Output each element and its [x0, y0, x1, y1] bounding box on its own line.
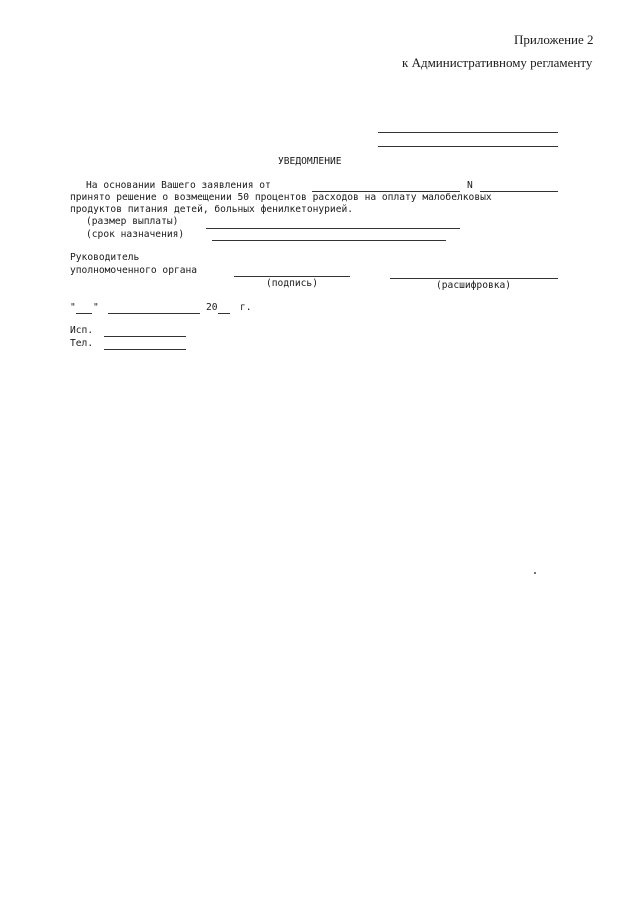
- addressee-line-1: [378, 132, 558, 133]
- signature-caption: (подпись): [266, 278, 318, 289]
- date-month-blank: [108, 313, 200, 314]
- date-day-blank: [76, 313, 92, 314]
- phone-blank: [104, 349, 186, 350]
- decoding-caption: (расшифровка): [436, 280, 512, 291]
- document-title: УВЕДОМЛЕНИЕ: [278, 156, 342, 167]
- body-line-1: На основании Вашего заявления от: [86, 180, 271, 191]
- scan-mark: [534, 572, 536, 574]
- date-close-quote: ": [93, 302, 99, 313]
- addressee-line-2: [378, 146, 558, 147]
- appendix-number: Приложение 2: [514, 32, 594, 47]
- executor-label: Исп.: [70, 325, 94, 336]
- decoding-blank: [390, 278, 558, 279]
- payment-amount-label: (размер выплаты): [86, 216, 179, 227]
- head-title-line-2: уполномоченного органа: [70, 265, 198, 276]
- head-title-line-1: Руководитель: [70, 252, 140, 263]
- signature-blank: [234, 276, 350, 277]
- payment-period-blank: [212, 240, 446, 241]
- payment-amount-blank: [206, 228, 460, 229]
- executor-blank: [104, 336, 186, 337]
- payment-period-label: (срок назначения): [86, 229, 185, 240]
- regulation-reference: к Административному регламенту: [402, 55, 593, 70]
- date-year-prefix: 20: [206, 302, 218, 313]
- phone-label: Тел.: [70, 338, 94, 349]
- number-sign: N: [467, 180, 473, 191]
- date-open-quote: ": [70, 302, 76, 313]
- date-year-suffix: г.: [240, 302, 252, 313]
- body-line-2: принято решение о возмещении 50 процентов расходов на оплату малобелковых: [70, 192, 492, 203]
- body-line-3: продуктов питания детей, больных фенилкетонурией.: [70, 204, 354, 215]
- date-year-blank: [218, 313, 230, 314]
